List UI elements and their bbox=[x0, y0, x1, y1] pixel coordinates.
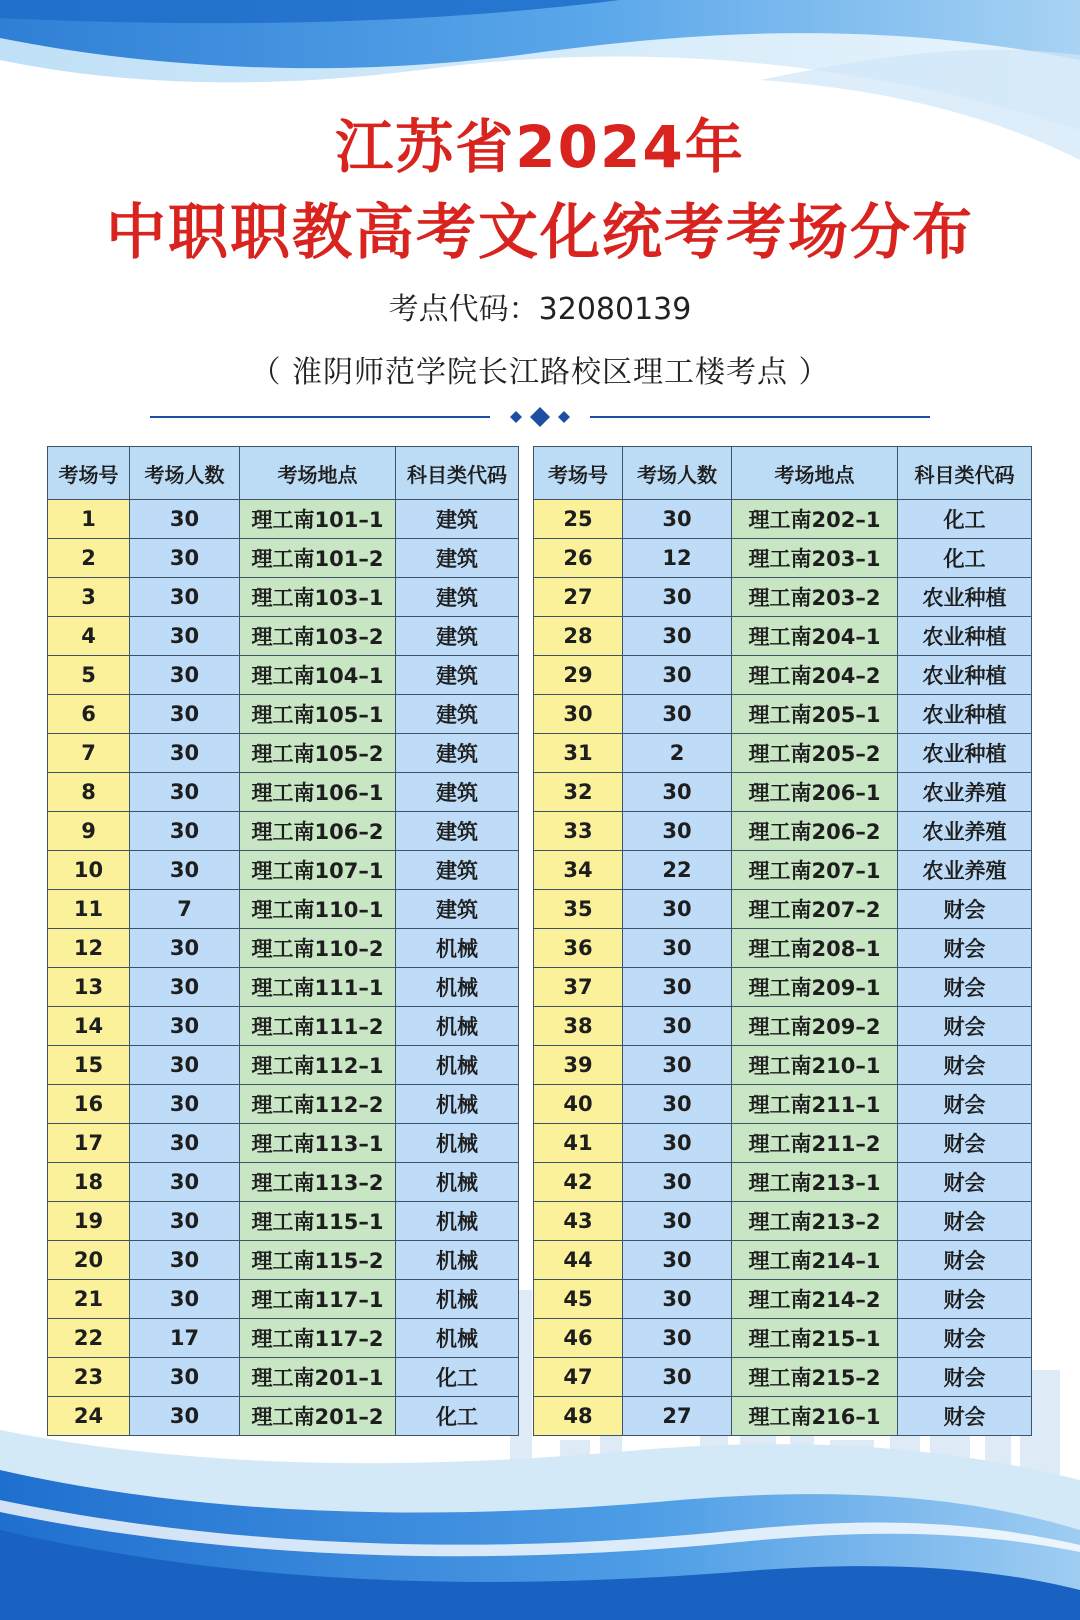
subject-code-cell: 建筑 bbox=[396, 656, 519, 695]
header-room-count: 考场人数 bbox=[130, 447, 240, 500]
room-location-cell: 理工南101–2 bbox=[240, 539, 396, 578]
room-count-cell: 30 bbox=[623, 773, 732, 812]
room-location-cell: 理工南203–1 bbox=[732, 539, 898, 578]
room-number-cell: 24 bbox=[48, 1397, 130, 1436]
room-location-cell: 理工南106–2 bbox=[240, 812, 396, 851]
title-line-1: 江苏省2024年 bbox=[335, 113, 745, 181]
room-count-cell: 12 bbox=[623, 539, 732, 578]
table-row bbox=[534, 1163, 1032, 1202]
table-row bbox=[48, 1241, 519, 1280]
subject-code-cell: 机械 bbox=[396, 1046, 519, 1085]
room-location-cell: 理工南110–1 bbox=[240, 890, 396, 929]
room-count-cell: 30 bbox=[130, 1046, 240, 1085]
room-count-cell: 22 bbox=[623, 851, 732, 890]
room-number-cell: 17 bbox=[48, 1124, 130, 1163]
subject-code-cell: 财会 bbox=[898, 968, 1032, 1007]
table-row bbox=[534, 1046, 1032, 1085]
room-count-cell: 30 bbox=[623, 1241, 732, 1280]
room-location-cell: 理工南206–1 bbox=[732, 773, 898, 812]
room-count-cell: 30 bbox=[623, 929, 732, 968]
room-location-cell: 理工南106–1 bbox=[240, 773, 396, 812]
ornamental-divider bbox=[150, 402, 930, 432]
subject-code-cell: 农业种植 bbox=[898, 695, 1032, 734]
room-count-cell: 30 bbox=[623, 1319, 732, 1358]
room-number-cell: 21 bbox=[48, 1280, 130, 1319]
diamond-small-right bbox=[558, 411, 570, 423]
room-location-cell: 理工南113–2 bbox=[240, 1163, 396, 1202]
room-count-cell: 30 bbox=[130, 1124, 240, 1163]
table-row bbox=[48, 1358, 519, 1397]
room-location-cell: 理工南111–2 bbox=[240, 1007, 396, 1046]
subject-code-cell: 农业养殖 bbox=[898, 773, 1032, 812]
room-location-cell: 理工南117–1 bbox=[240, 1280, 396, 1319]
subject-code-cell: 财会 bbox=[898, 1046, 1032, 1085]
table-row bbox=[534, 1007, 1032, 1046]
subject-code-cell: 机械 bbox=[396, 1280, 519, 1319]
room-location-cell: 理工南105–2 bbox=[240, 734, 396, 773]
room-count-cell: 30 bbox=[623, 1007, 732, 1046]
room-location-cell: 理工南103–1 bbox=[240, 578, 396, 617]
header-room-count: 考场人数 bbox=[623, 447, 732, 500]
room-location-cell: 理工南104–1 bbox=[240, 656, 396, 695]
room-number-cell: 39 bbox=[534, 1046, 623, 1085]
room-count-cell: 30 bbox=[130, 734, 240, 773]
room-count-cell: 30 bbox=[130, 539, 240, 578]
room-number-cell: 30 bbox=[534, 695, 623, 734]
table-row bbox=[48, 812, 519, 851]
room-number-cell: 7 bbox=[48, 734, 130, 773]
room-location-cell: 理工南213–1 bbox=[732, 1163, 898, 1202]
room-number-cell: 27 bbox=[534, 578, 623, 617]
room-count-cell: 30 bbox=[130, 1007, 240, 1046]
header-room-location: 考场地点 bbox=[240, 447, 396, 500]
subject-code-cell: 建筑 bbox=[396, 734, 519, 773]
table-row bbox=[534, 968, 1032, 1007]
room-location-cell: 理工南202–1 bbox=[732, 500, 898, 539]
table-row bbox=[48, 656, 519, 695]
subject-code-cell: 农业种植 bbox=[898, 578, 1032, 617]
room-count-cell: 17 bbox=[130, 1319, 240, 1358]
subject-code-cell: 建筑 bbox=[396, 695, 519, 734]
subject-code-cell: 财会 bbox=[898, 1358, 1032, 1397]
table-row bbox=[48, 1319, 519, 1358]
header-room-location: 考场地点 bbox=[732, 447, 898, 500]
table-row bbox=[48, 851, 519, 890]
subject-code-cell: 财会 bbox=[898, 1163, 1032, 1202]
room-location-cell: 理工南203–2 bbox=[732, 578, 898, 617]
room-number-cell: 13 bbox=[48, 968, 130, 1007]
room-location-cell: 理工南213–2 bbox=[732, 1202, 898, 1241]
room-number-cell: 20 bbox=[48, 1241, 130, 1280]
room-count-cell: 30 bbox=[130, 1202, 240, 1241]
room-number-cell: 46 bbox=[534, 1319, 623, 1358]
room-count-cell: 30 bbox=[130, 1163, 240, 1202]
room-location-cell: 理工南105–1 bbox=[240, 695, 396, 734]
subject-code-cell: 建筑 bbox=[396, 851, 519, 890]
room-number-cell: 3 bbox=[48, 578, 130, 617]
room-count-cell: 27 bbox=[623, 1397, 732, 1436]
diamond-small-left bbox=[510, 411, 522, 423]
room-location-cell: 理工南204–2 bbox=[732, 656, 898, 695]
room-number-cell: 18 bbox=[48, 1163, 130, 1202]
subject-code-cell: 建筑 bbox=[396, 812, 519, 851]
table-row bbox=[534, 656, 1032, 695]
room-number-cell: 11 bbox=[48, 890, 130, 929]
room-count-cell: 30 bbox=[130, 1241, 240, 1280]
room-count-cell: 30 bbox=[623, 890, 732, 929]
room-count-cell: 30 bbox=[130, 968, 240, 1007]
room-number-cell: 48 bbox=[534, 1397, 623, 1436]
subject-code-cell: 机械 bbox=[396, 929, 519, 968]
room-number-cell: 34 bbox=[534, 851, 623, 890]
subject-code-cell: 财会 bbox=[898, 1397, 1032, 1436]
subject-code-cell: 机械 bbox=[396, 1202, 519, 1241]
table-row bbox=[48, 578, 519, 617]
table-row bbox=[48, 1280, 519, 1319]
table-row bbox=[534, 578, 1032, 617]
room-count-cell: 30 bbox=[623, 1280, 732, 1319]
subject-code-cell: 机械 bbox=[396, 1319, 519, 1358]
table-row bbox=[534, 617, 1032, 656]
table-row bbox=[48, 500, 519, 539]
room-location-cell: 理工南209–1 bbox=[732, 968, 898, 1007]
table-row bbox=[48, 929, 519, 968]
subject-code-cell: 化工 bbox=[396, 1358, 519, 1397]
subject-code-cell: 财会 bbox=[898, 1202, 1032, 1241]
room-location-cell: 理工南112–2 bbox=[240, 1085, 396, 1124]
room-location-cell: 理工南206–2 bbox=[732, 812, 898, 851]
table-header-row bbox=[534, 447, 1032, 500]
room-count-cell: 30 bbox=[130, 578, 240, 617]
subject-code-cell: 农业种植 bbox=[898, 734, 1032, 773]
table-row bbox=[534, 1319, 1032, 1358]
table-row bbox=[534, 812, 1032, 851]
room-count-cell: 30 bbox=[623, 656, 732, 695]
exam-room-table-right bbox=[533, 446, 1032, 1436]
room-count-cell: 30 bbox=[130, 656, 240, 695]
table-row bbox=[48, 695, 519, 734]
room-number-cell: 28 bbox=[534, 617, 623, 656]
room-number-cell: 15 bbox=[48, 1046, 130, 1085]
table-row bbox=[48, 1163, 519, 1202]
room-location-cell: 理工南205–2 bbox=[732, 734, 898, 773]
subject-code-cell: 农业养殖 bbox=[898, 851, 1032, 890]
exam-room-table-left bbox=[47, 446, 519, 1436]
room-number-cell: 10 bbox=[48, 851, 130, 890]
table-header-row bbox=[48, 447, 519, 500]
room-location-cell: 理工南207–2 bbox=[732, 890, 898, 929]
room-number-cell: 45 bbox=[534, 1280, 623, 1319]
room-location-cell: 理工南207–1 bbox=[732, 851, 898, 890]
table-row bbox=[534, 1241, 1032, 1280]
subject-code-cell: 财会 bbox=[898, 1280, 1032, 1319]
room-number-cell: 38 bbox=[534, 1007, 623, 1046]
subject-code-cell: 建筑 bbox=[396, 890, 519, 929]
table-row bbox=[534, 1280, 1032, 1319]
table-row bbox=[48, 617, 519, 656]
header-subject-code: 科目类代码 bbox=[898, 447, 1032, 500]
subject-code-cell: 化工 bbox=[898, 539, 1032, 578]
subject-code-cell: 农业养殖 bbox=[898, 812, 1032, 851]
subject-code-cell: 机械 bbox=[396, 1085, 519, 1124]
room-number-cell: 47 bbox=[534, 1358, 623, 1397]
table-row bbox=[48, 890, 519, 929]
room-location-cell: 理工南201–1 bbox=[240, 1358, 396, 1397]
subject-code-cell: 机械 bbox=[396, 968, 519, 1007]
room-number-cell: 43 bbox=[534, 1202, 623, 1241]
room-number-cell: 33 bbox=[534, 812, 623, 851]
room-number-cell: 12 bbox=[48, 929, 130, 968]
room-location-cell: 理工南214–2 bbox=[732, 1280, 898, 1319]
room-count-cell: 30 bbox=[623, 695, 732, 734]
room-count-cell: 30 bbox=[130, 1397, 240, 1436]
subject-code-cell: 机械 bbox=[396, 1241, 519, 1280]
room-number-cell: 19 bbox=[48, 1202, 130, 1241]
subject-code-cell: 财会 bbox=[898, 1124, 1032, 1163]
room-location-cell: 理工南101–1 bbox=[240, 500, 396, 539]
room-number-cell: 6 bbox=[48, 695, 130, 734]
room-number-cell: 22 bbox=[48, 1319, 130, 1358]
table-row bbox=[534, 1202, 1032, 1241]
subject-code-cell: 建筑 bbox=[396, 578, 519, 617]
subject-code-cell: 财会 bbox=[898, 1085, 1032, 1124]
table-row bbox=[48, 1397, 519, 1436]
table-row bbox=[48, 1046, 519, 1085]
room-number-cell: 16 bbox=[48, 1085, 130, 1124]
subject-code-cell: 化工 bbox=[898, 500, 1032, 539]
room-number-cell: 29 bbox=[534, 656, 623, 695]
room-location-cell: 理工南216–1 bbox=[732, 1397, 898, 1436]
room-number-cell: 26 bbox=[534, 539, 623, 578]
room-location-cell: 理工南107–1 bbox=[240, 851, 396, 890]
room-count-cell: 30 bbox=[623, 500, 732, 539]
diamond-center bbox=[530, 407, 550, 427]
subject-code-cell: 化工 bbox=[396, 1397, 519, 1436]
room-count-cell: 30 bbox=[130, 812, 240, 851]
room-location-cell: 理工南112–1 bbox=[240, 1046, 396, 1085]
table-row bbox=[534, 695, 1032, 734]
table-row bbox=[534, 851, 1032, 890]
room-number-cell: 4 bbox=[48, 617, 130, 656]
room-number-cell: 42 bbox=[534, 1163, 623, 1202]
table-row bbox=[534, 500, 1032, 539]
subject-code-cell: 财会 bbox=[898, 1319, 1032, 1358]
room-number-cell: 2 bbox=[48, 539, 130, 578]
table-row bbox=[534, 1397, 1032, 1436]
room-number-cell: 23 bbox=[48, 1358, 130, 1397]
room-location-cell: 理工南201–2 bbox=[240, 1397, 396, 1436]
subject-code-cell: 财会 bbox=[898, 1241, 1032, 1280]
room-count-cell: 30 bbox=[130, 1280, 240, 1319]
table-row bbox=[534, 539, 1032, 578]
table-row bbox=[48, 773, 519, 812]
subject-code-cell: 机械 bbox=[396, 1007, 519, 1046]
room-location-cell: 理工南115–1 bbox=[240, 1202, 396, 1241]
room-location-cell: 理工南211–1 bbox=[732, 1085, 898, 1124]
room-count-cell: 30 bbox=[130, 500, 240, 539]
room-count-cell: 30 bbox=[623, 1046, 732, 1085]
subject-code-cell: 财会 bbox=[898, 1007, 1032, 1046]
room-count-cell: 30 bbox=[130, 851, 240, 890]
subject-code-cell: 建筑 bbox=[396, 539, 519, 578]
room-location-cell: 理工南204–1 bbox=[732, 617, 898, 656]
room-number-cell: 44 bbox=[534, 1241, 623, 1280]
room-count-cell: 30 bbox=[623, 968, 732, 1007]
room-number-cell: 5 bbox=[48, 656, 130, 695]
table-row bbox=[48, 1085, 519, 1124]
room-number-cell: 37 bbox=[534, 968, 623, 1007]
room-count-cell: 30 bbox=[623, 1124, 732, 1163]
header-room-number: 考场号 bbox=[48, 447, 130, 500]
room-number-cell: 25 bbox=[534, 500, 623, 539]
subject-code-cell: 农业种植 bbox=[898, 656, 1032, 695]
header-subject-code: 科目类代码 bbox=[396, 447, 519, 500]
subject-code-cell: 财会 bbox=[898, 929, 1032, 968]
table-row bbox=[534, 929, 1032, 968]
room-location-cell: 理工南111–1 bbox=[240, 968, 396, 1007]
subject-code-cell: 建筑 bbox=[396, 617, 519, 656]
room-location-cell: 理工南215–2 bbox=[732, 1358, 898, 1397]
room-count-cell: 30 bbox=[130, 1085, 240, 1124]
table-row bbox=[48, 1202, 519, 1241]
room-location-cell: 理工南103–2 bbox=[240, 617, 396, 656]
table-row bbox=[534, 734, 1032, 773]
room-location-cell: 理工南205–1 bbox=[732, 695, 898, 734]
room-location-cell: 理工南211–2 bbox=[732, 1124, 898, 1163]
exam-site-line: （ 淮阴师范学院长江路校区理工楼考点 ） bbox=[250, 355, 830, 390]
room-location-cell: 理工南210–1 bbox=[732, 1046, 898, 1085]
table-row bbox=[534, 1358, 1032, 1397]
room-location-cell: 理工南117–2 bbox=[240, 1319, 396, 1358]
room-count-cell: 30 bbox=[130, 773, 240, 812]
room-count-cell: 30 bbox=[623, 1085, 732, 1124]
table-row bbox=[48, 539, 519, 578]
table-row bbox=[48, 734, 519, 773]
table-row bbox=[48, 968, 519, 1007]
room-location-cell: 理工南209–2 bbox=[732, 1007, 898, 1046]
subject-code-cell: 机械 bbox=[396, 1163, 519, 1202]
room-count-cell: 30 bbox=[623, 1202, 732, 1241]
room-count-cell: 2 bbox=[623, 734, 732, 773]
header-room-number: 考场号 bbox=[534, 447, 623, 500]
room-location-cell: 理工南208–1 bbox=[732, 929, 898, 968]
subject-code-cell: 建筑 bbox=[396, 773, 519, 812]
room-number-cell: 36 bbox=[534, 929, 623, 968]
room-count-cell: 30 bbox=[623, 617, 732, 656]
room-number-cell: 8 bbox=[48, 773, 130, 812]
room-location-cell: 理工南215–1 bbox=[732, 1319, 898, 1358]
table-row bbox=[534, 1124, 1032, 1163]
room-number-cell: 41 bbox=[534, 1124, 623, 1163]
table-row bbox=[534, 890, 1032, 929]
title-line-2: 中职职教高考文化统考考场分布 bbox=[106, 198, 974, 268]
room-count-cell: 30 bbox=[623, 1358, 732, 1397]
room-count-cell: 30 bbox=[130, 695, 240, 734]
room-number-cell: 9 bbox=[48, 812, 130, 851]
room-count-cell: 30 bbox=[623, 578, 732, 617]
room-location-cell: 理工南115–2 bbox=[240, 1241, 396, 1280]
room-location-cell: 理工南113–1 bbox=[240, 1124, 396, 1163]
room-count-cell: 30 bbox=[130, 617, 240, 656]
room-number-cell: 31 bbox=[534, 734, 623, 773]
subject-code-cell: 财会 bbox=[898, 890, 1032, 929]
room-number-cell: 32 bbox=[534, 773, 623, 812]
table-row bbox=[534, 773, 1032, 812]
table-row bbox=[534, 1085, 1032, 1124]
room-number-cell: 1 bbox=[48, 500, 130, 539]
room-count-cell: 30 bbox=[130, 929, 240, 968]
subject-code-cell: 机械 bbox=[396, 1124, 519, 1163]
room-count-cell: 30 bbox=[130, 1358, 240, 1397]
subject-code-cell: 建筑 bbox=[396, 500, 519, 539]
room-location-cell: 理工南214–1 bbox=[732, 1241, 898, 1280]
room-location-cell: 理工南110–2 bbox=[240, 929, 396, 968]
table-row bbox=[48, 1007, 519, 1046]
room-count-cell: 7 bbox=[130, 890, 240, 929]
room-number-cell: 40 bbox=[534, 1085, 623, 1124]
room-count-cell: 30 bbox=[623, 1163, 732, 1202]
room-number-cell: 35 bbox=[534, 890, 623, 929]
room-number-cell: 14 bbox=[48, 1007, 130, 1046]
subject-code-cell: 农业种植 bbox=[898, 617, 1032, 656]
room-count-cell: 30 bbox=[623, 812, 732, 851]
exam-code-line: 考点代码：32080139 bbox=[388, 292, 692, 327]
table-row bbox=[48, 1124, 519, 1163]
